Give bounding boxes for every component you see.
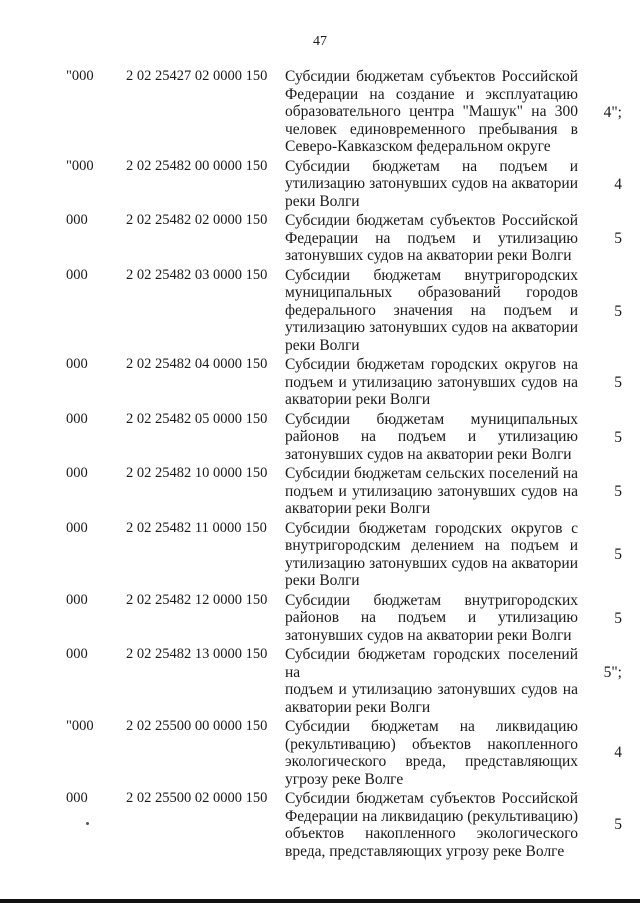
budget-classification-code: 2 02 25482 02 0000 150 — [126, 212, 268, 228]
subsidy-description: Субсидии бюджетам внутригородских районов на подъем и утилизацию затонувших судов на акватории реки Волги — [285, 591, 578, 644]
norm-value: 5 — [614, 545, 622, 563]
norm-value: 5 — [614, 483, 622, 500]
norm-value: 5"; — [603, 664, 622, 681]
subsidy-description: Субсидии бюджетам городских округов с внутригородским делением на подъем и утилизацию затонувших судов на акватории реки Волги — [285, 519, 578, 589]
table-row — [62, 592, 622, 645]
norm-value: 5 — [614, 816, 622, 833]
table-row — [62, 356, 622, 409]
table-row — [62, 520, 622, 590]
subsidy-description: Субсидии бюджетам субъектов Российской Федерации на создание и эксплуатацию образовательного центра "Машук" на 300 человек единовременного пребывания в Северо-Кавказском федеральном округе — [285, 68, 578, 155]
budget-classification-code: 2 02 25500 00 0000 150 — [126, 718, 268, 734]
budget-classification-code: 2 02 25482 13 0000 150 — [126, 646, 268, 662]
norm-value: 4 — [614, 744, 622, 761]
admin-code: 000 — [66, 646, 88, 662]
subsidy-description: Субсидии бюджетам городских поселений на подъем и утилизацию затонувших судов на акватории реки Волги — [285, 646, 578, 716]
admin-code: 000 — [66, 212, 88, 228]
subsidy-description: Субсидии бюджетам на подъем и утилизацию затонувших судов на акватории реки Волги — [285, 157, 578, 210]
scan-speck — [86, 822, 89, 825]
budget-code-table — [62, 68, 622, 862]
admin-code: "000 — [66, 718, 94, 734]
norm-value: 4 — [614, 175, 622, 193]
subsidy-description: Субсидии бюджетам субъектов Российской Федерации на подъем и утилизацию затонувших судов на акватории реки Волги — [285, 212, 578, 264]
budget-classification-code: 2 02 25482 12 0000 150 — [126, 591, 268, 608]
budget-classification-code: 2 02 25482 10 0000 150 — [126, 465, 268, 481]
admin-code: 000 — [66, 519, 88, 536]
admin-code: 000 — [66, 465, 88, 481]
subsidy-description: Субсидии бюджетам внутригородских муниципальных образований городов федерального значения на подъем и утилизацию затонувших судов на акватории реки Волги — [285, 266, 578, 354]
table-row — [62, 158, 622, 211]
admin-code: 000 — [66, 591, 88, 608]
admin-code: "000 — [66, 68, 94, 84]
table-row — [62, 465, 622, 518]
admin-code: 000 — [66, 410, 88, 427]
admin-code: 000 — [66, 266, 88, 283]
norm-value: 5 — [614, 609, 622, 627]
subsidy-description: Субсидии бюджетам муниципальных районов на подъем и утилизацию затонувших судов на акватории реки Волги — [285, 410, 578, 463]
budget-classification-code: 2 02 25500 02 0000 150 — [126, 790, 268, 806]
subsidy-description: Субсидии бюджетам на ликвидацию (рекультивацию) объектов накопленного экологического вреда, представляющих угрозу реке Волге — [285, 718, 578, 788]
table-row — [62, 212, 622, 265]
subsidy-description: Субсидии бюджетам субъектов Российской Федерации на ликвидацию (рекультивацию) объектов накопленного экологического вреда, представляющих угрозу реке Волге — [285, 790, 578, 860]
norm-value: 5 — [614, 374, 622, 391]
budget-classification-code: 2 02 25482 04 0000 150 — [126, 356, 268, 372]
norm-value: 5 — [614, 302, 622, 320]
table-row — [62, 68, 622, 156]
norm-value: 5 — [614, 230, 622, 247]
admin-code: 000 — [66, 356, 88, 372]
norm-value: 4"; — [603, 104, 622, 121]
norm-value: 5 — [614, 428, 622, 446]
admin-code: "000 — [66, 157, 94, 174]
table-row — [62, 718, 622, 788]
table-row — [62, 267, 622, 355]
subsidy-description: Субсидии бюджетам городских округов на подъем и утилизацию затонувших судов на акватории реки Волги — [285, 356, 578, 408]
page-number: 47 — [313, 34, 327, 49]
budget-classification-code: 2 02 25427 02 0000 150 — [126, 68, 268, 84]
subsidy-description: Субсидии бюджетам сельских поселений на подъем и утилизацию затонувших судов на акватории реки Волги — [285, 465, 578, 517]
admin-code: 000 — [66, 790, 88, 806]
page-bottom-border — [0, 899, 640, 903]
table-row — [62, 646, 622, 716]
budget-classification-code: 2 02 25482 11 0000 150 — [126, 519, 267, 536]
table-row — [62, 411, 622, 464]
budget-classification-code: 2 02 25482 03 0000 150 — [126, 266, 268, 283]
table-row — [62, 790, 622, 860]
budget-classification-code: 2 02 25482 05 0000 150 — [126, 410, 268, 427]
budget-classification-code: 2 02 25482 00 0000 150 — [126, 157, 268, 174]
